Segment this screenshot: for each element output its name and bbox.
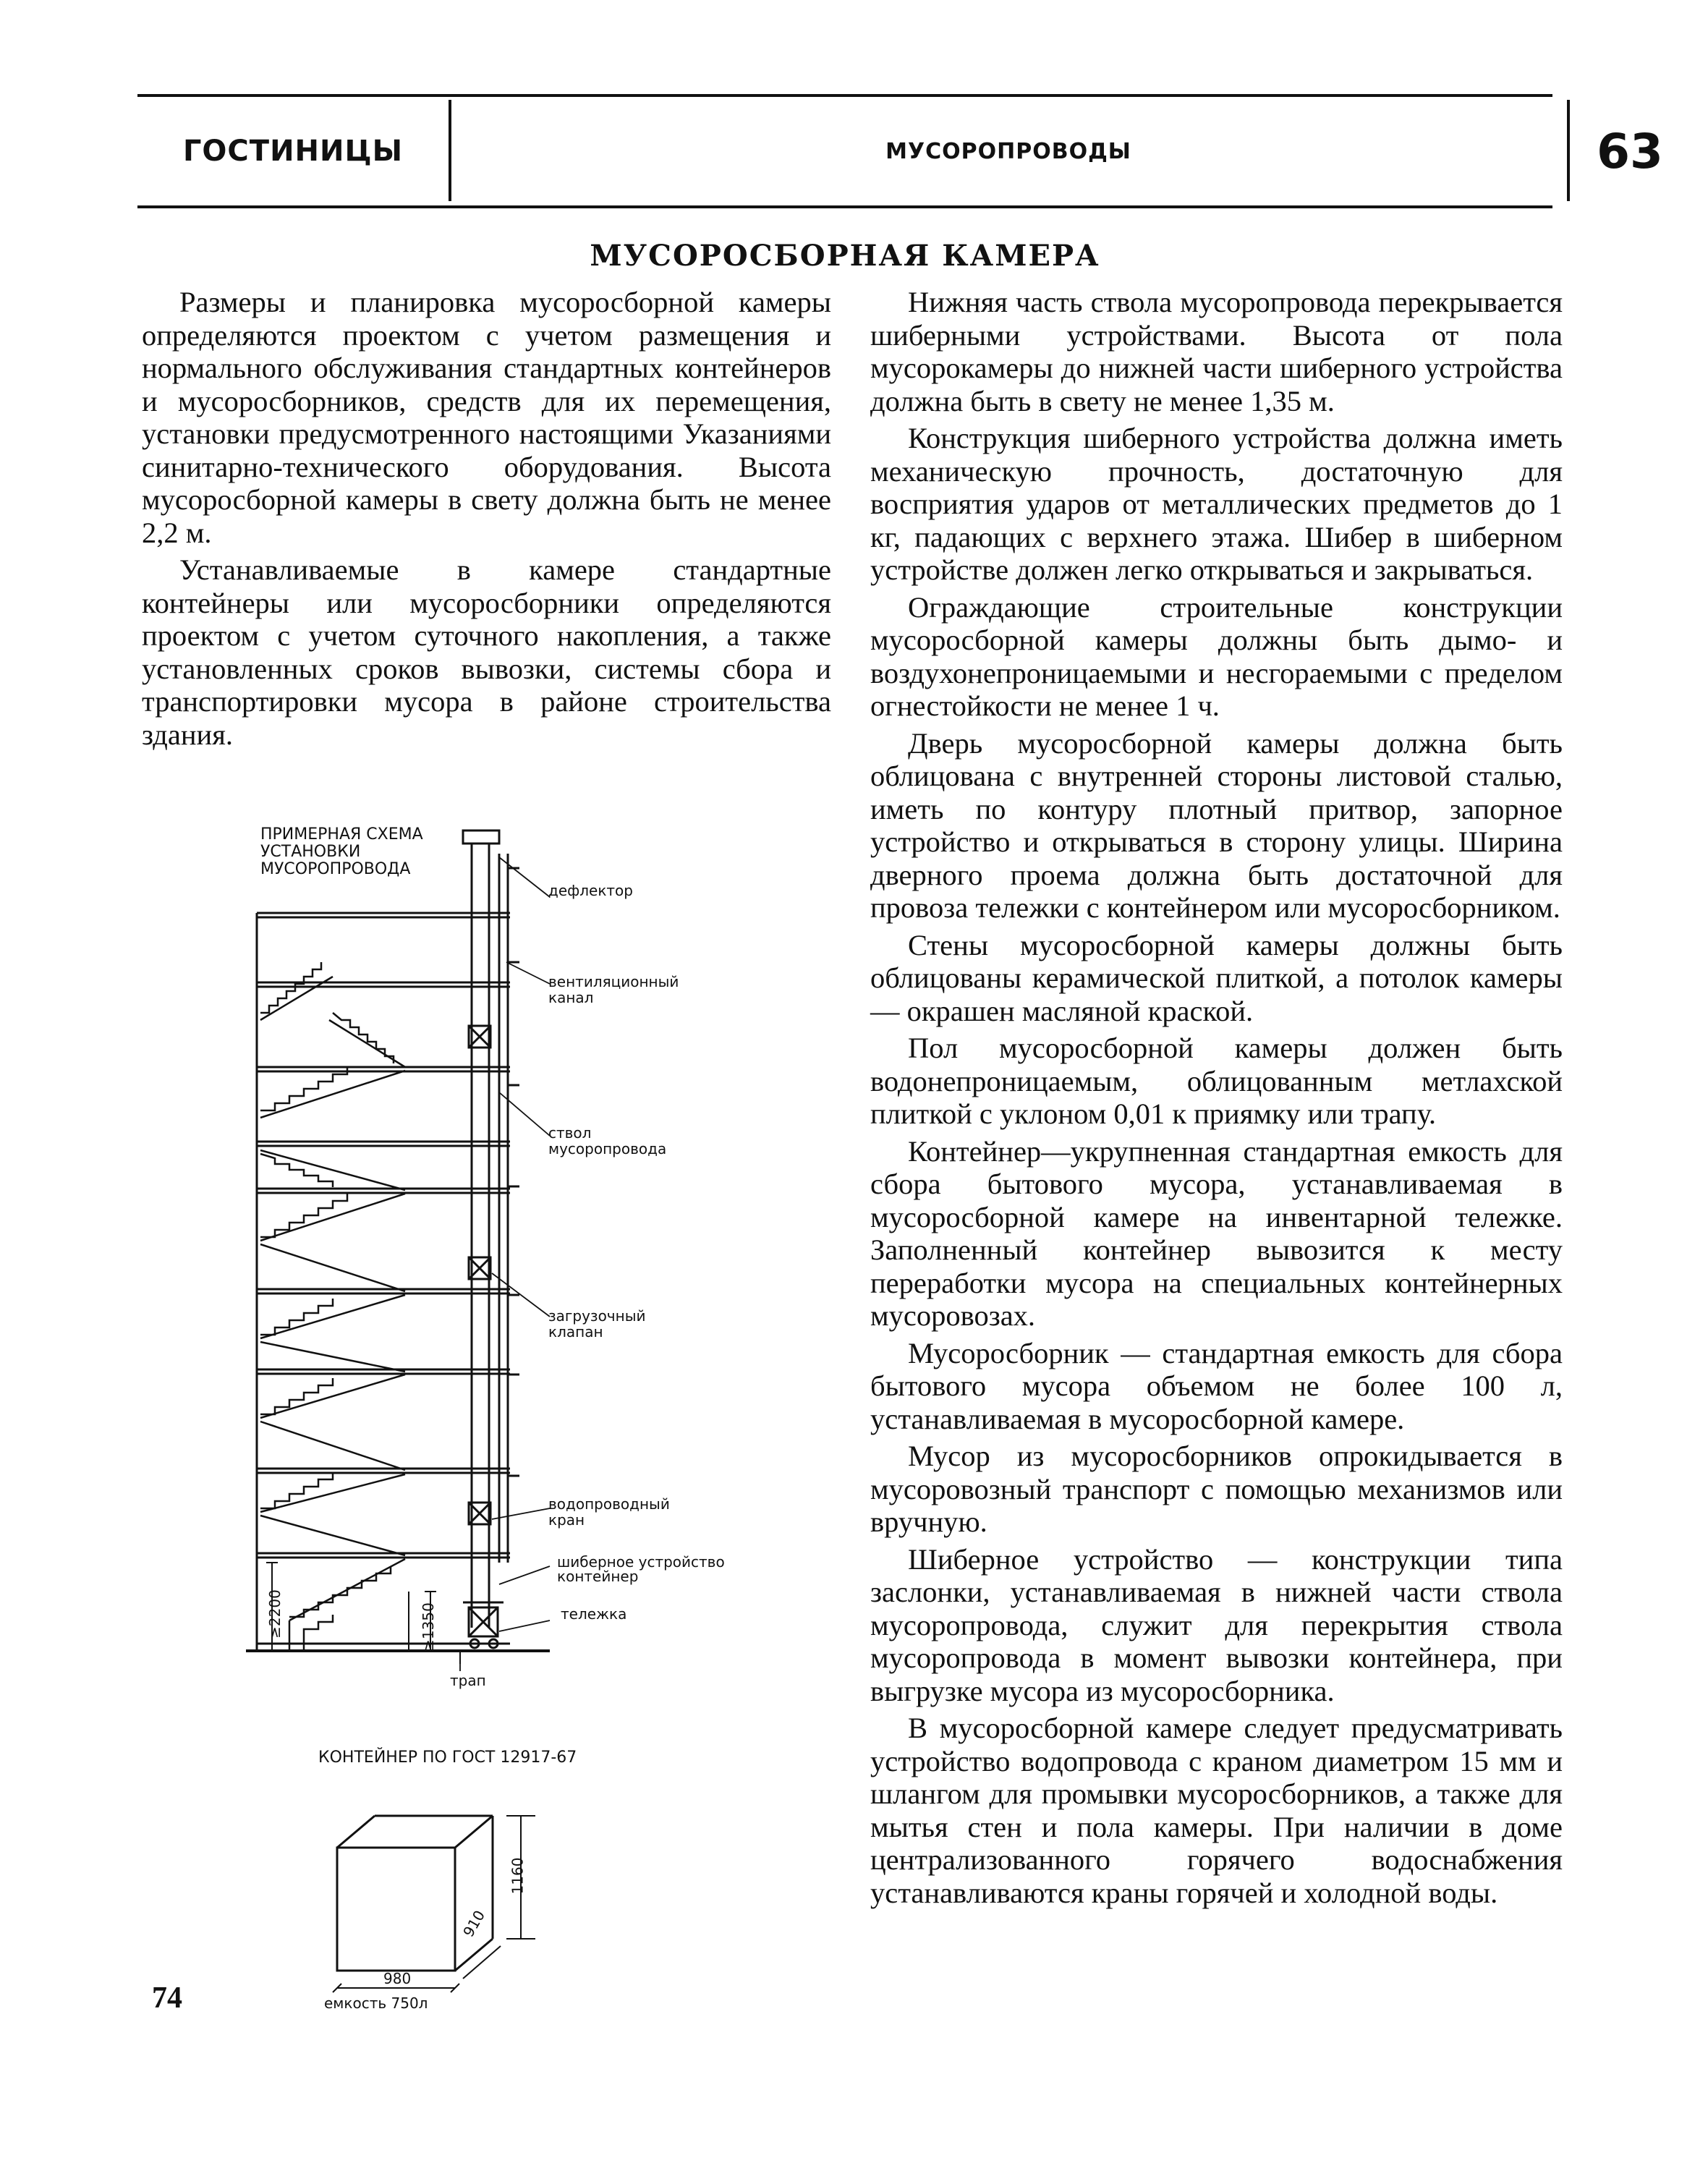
label-drain: трап (450, 1672, 486, 1689)
container-caption: КОНТЕЙНЕР ПО ГОСТ 12917-67 (318, 1749, 577, 1767)
label-container: контейнер (557, 1568, 639, 1585)
label-water-tap: водопроводный кран (548, 1495, 670, 1529)
container-capacity: емкость 750л (324, 1994, 428, 2012)
paragraph: Мусор из мусоросборников опрокидывается в мусоровозный транспорт с помощью механизмов или вручную. (870, 1440, 1563, 1538)
paragraph: Мусоросборник — стандартная емкость для сбора бытового мусора объемом не более 100 л, устанавливаемая в мусоросборной камере. (870, 1336, 1563, 1435)
label-vent-channel: вентиляционный канал (548, 973, 679, 1006)
paragraph: Устанавливаемые в камере стандартные контейнеры или мусоросборники определяются проектом с учетом суточного накопления, а также установленных сроков вывозки, системы сбора и транспортировки мусора в районе строительства здания. (142, 553, 831, 751)
label-dim-room-height: ≥2200 (265, 1589, 284, 1639)
label-dim-gate-height: ≥1350 (419, 1602, 437, 1652)
paragraph: Шиберное устройство — конструкции типа заслонки, устанавливаемая в нижней части ствола мусоропровода, служит для перекрытия ствола мусоропровода в момент вывозки контейнера, при выгрузке мусора из мусоросборника. (870, 1542, 1563, 1707)
container-dim-width: 980 (383, 1970, 412, 1987)
page-number: 74 (152, 1981, 182, 2015)
page-title: МУСОРОСБОРНАЯ КАМЕРА (590, 239, 1100, 273)
label-chute-trunk: ствол мусоропровода (548, 1124, 667, 1157)
paragraph: Нижняя часть ствола мусоропровода перекрывается шиберными устройствами. Высота от пола мусорокамеры до нижней части шиберного устройства должна быть в свету не менее 1,35 м. (870, 286, 1563, 417)
header-section: ГОСТИНИЦЫ (182, 135, 404, 168)
container-drawing (333, 1816, 535, 1992)
container-dim-height: 1160 (509, 1857, 527, 1895)
paragraph: Ограждающие строительные конструкции мусоросборной камеры должны быть дымо- и воздухонепроницаемыми и несгораемыми с пределом огнестойкости не менее 1 ч. (870, 590, 1563, 722)
staircase-flights (260, 962, 405, 1651)
label-trolley: тележка (561, 1605, 627, 1623)
header-sheet-number: 63 (1597, 123, 1663, 179)
paragraph: Пол мусоросборной камеры должен быть водонепроницаемым, облицованным метлахской плиткой с уклоном 0,01 к приямку или трапу. (870, 1032, 1563, 1130)
paragraph: Контейнер—укрупненная стандартная емкость для сбора бытового мусора, устанавливаемая в мусоросборной камере на инвентарной тележке. Заполненный контейнер вывозится к месту переработки мусора на специальных контейнерных мусоровозах. (870, 1134, 1563, 1332)
container-dim-depth: 910 (459, 1907, 489, 1940)
paragraph: Размеры и планировка мусоросборной камеры определяются проектом с учетом размещения и нормального обслуживания стандартных контейнеров и мусоросборников, средств для их перемещения, установки предусмотренного настоящими Указаниями синитарно-технического оборудования. Высота мусоросборной камеры в свету должна быть не менее 2,2 м. (142, 286, 831, 549)
paragraph: Дверь мусоросборной камеры должна быть облицована с внутренней стороны листовой сталью, иметь по контуру плотный притвор, запорное устройство и открываться в сторону улицы. Ширина дверного проема должна быть достаточной для провоза тележки с контейнером или мусоросборником. (870, 726, 1563, 924)
header-topic: МУСОРОПРОВОДЫ (885, 138, 1131, 164)
label-deflector: дефлектор (548, 882, 633, 899)
label-loading-valve: загрузочный клапан (548, 1307, 646, 1341)
paragraph: Стены мусоросборной камеры должны быть облицованы керамической плиткой, а потолок камеры — окрашен масляной краской. (870, 928, 1563, 1027)
paragraph: В мусоросборной камере следует предусматривать устройство водопровода с краном диаметром 15 мм и шлангом для промывки мусоросборников, а также для мытья стен и пола камеры. При наличии в доме централизованного горячего водоснабжения устанавливаются краны горячей и холодной воды. (870, 1712, 1563, 1909)
label-gate-device: шиберное устройство (557, 1553, 725, 1571)
container-on-trolley (463, 1602, 504, 1648)
leader-lines (460, 857, 550, 1671)
figure-caption: ПРИМЕРНАЯ СХЕМА УСТАНОВКИ МУСОРОПРОВОДА (260, 825, 423, 878)
paragraph: Конструкция шиберного устройства должна иметь механическую прочность, достаточную для восприятия ударов от металлических предметов до 1 кг, падающих с верхнего этажа. Шибер в шиберном устройстве должен легко открываться и закрываться. (870, 422, 1563, 586)
